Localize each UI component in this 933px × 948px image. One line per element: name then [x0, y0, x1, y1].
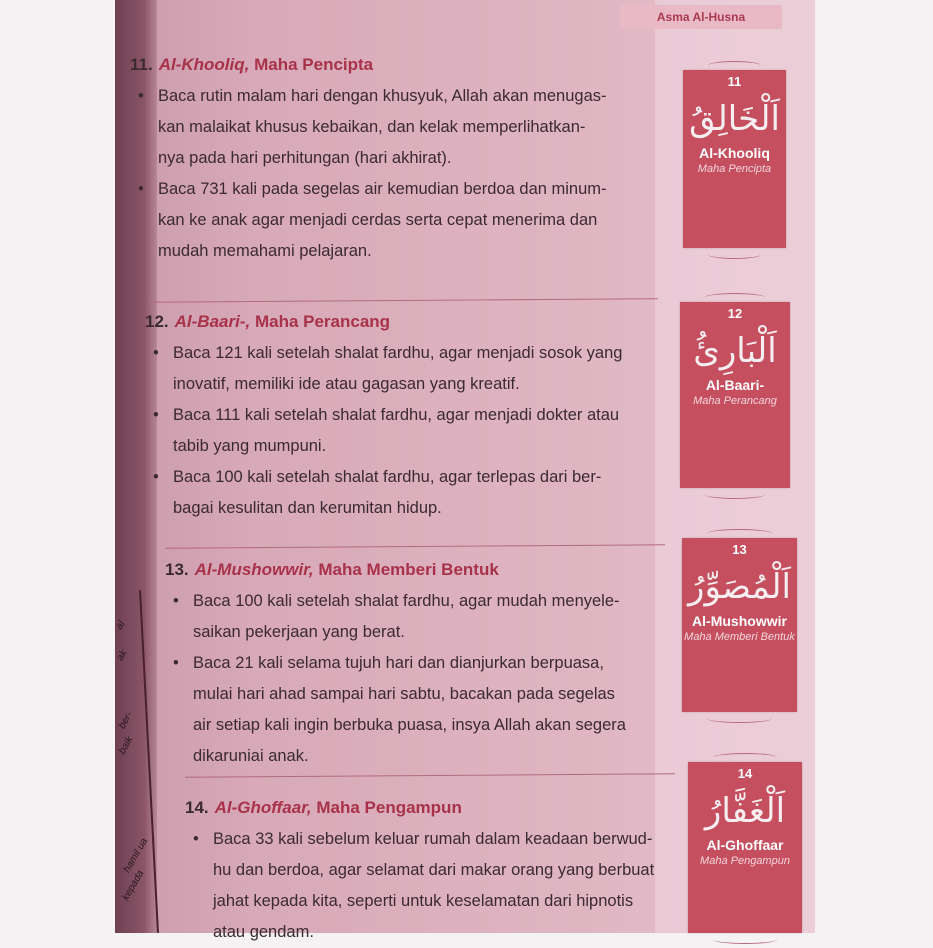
bullet-item: [130, 174, 665, 267]
text-line: atau gendam.: [213, 923, 314, 941]
text-line: bagai kesulitan dan kerumitan hidup.: [173, 499, 442, 517]
bullet-dot-icon: •: [138, 180, 144, 198]
bullet-dot-icon: •: [153, 468, 159, 486]
bullet-item: [165, 648, 700, 772]
card-latin-name: Al-Baari-: [705, 377, 765, 393]
fragment-text: hamil ua: [121, 836, 151, 875]
section-number: 13.: [165, 560, 189, 579]
card-latin-name: Al-Khooliq: [699, 145, 770, 161]
section-title: [165, 560, 700, 580]
text-line: nya pada hari perhitungan (hari akhirat).: [158, 149, 452, 167]
bullet-item: [165, 586, 700, 648]
fragment-text: al: [114, 619, 128, 632]
arabic-calligraphy: اَلْغَفَّارُ: [704, 791, 786, 831]
section-number: 11.: [130, 55, 153, 74]
name-card-11: [683, 70, 786, 248]
bullet-item: [185, 824, 720, 948]
bullet-dot-icon: •: [138, 87, 144, 105]
name-card-12: [680, 302, 790, 488]
card-number: 14: [737, 766, 753, 781]
section-title: [185, 798, 720, 818]
bullet-dot-icon: •: [193, 830, 199, 848]
bullet-item: [145, 462, 680, 524]
bullet-item: [130, 81, 665, 174]
fragment-text: baik: [116, 734, 136, 757]
text-line: Baca rutin malam hari dengan khusyuk, Allah akan menugas-: [158, 87, 607, 105]
ornament-icon: [705, 490, 765, 499]
section-12: [145, 312, 680, 524]
fragment-text: ak: [114, 648, 130, 663]
bullet-dot-icon: •: [173, 592, 179, 610]
section-13: [165, 560, 700, 772]
card-meaning: Maha Pengampun: [700, 855, 790, 867]
text-line: Baca 100 kali setelah shalat fardhu, agar terlepas dari ber-: [173, 468, 602, 486]
section-title: [145, 312, 680, 332]
text-line: jahat kepada kita, seperti untuk keselamatan dari hipnotis: [213, 892, 634, 910]
bullet-dot-icon: •: [173, 654, 179, 672]
card-meaning: Maha Memberi Bentuk: [684, 631, 795, 643]
ornament-icon: [708, 250, 761, 259]
bullet-dot-icon: •: [153, 344, 159, 362]
ornament-icon: [713, 753, 777, 762]
arabic-calligraphy: اَلْخَالِقُ: [689, 99, 780, 139]
text-line: inovatif, memiliki ide atau gagasan yang kreatif.: [173, 375, 520, 393]
card-meaning: Maha Perancang: [693, 395, 777, 407]
text-line: Baca 33 kali sebelum keluar rumah dalam keadaan berwud-: [213, 830, 653, 848]
section-name: Al-Baari-,: [174, 312, 251, 331]
section-14: [185, 798, 720, 948]
ornament-icon: [705, 293, 765, 302]
text-line: mulai hari ahad sampai hari sabtu, bacakan pada segelas: [193, 685, 615, 703]
fragment-text: kepada: [120, 868, 147, 903]
section-number: 12.: [145, 312, 169, 331]
bullet-dot-icon: •: [153, 406, 159, 424]
arabic-calligraphy: اَلْبَارِئُ: [693, 331, 777, 371]
section-meaning: Maha Memberi Bentuk: [318, 560, 499, 579]
text-line: mudah memahami pelajaran.: [158, 242, 372, 260]
card-number: 13: [732, 542, 747, 557]
section-name: Al-Khooliq,: [158, 55, 250, 74]
section-meaning: Maha Perancang: [254, 312, 391, 331]
text-line: kan malaikat khusus kebaikan, dan kelak memperlihatkan-: [158, 118, 586, 136]
section-name: Al-Mushowwir,: [194, 560, 314, 579]
ornament-icon: [713, 935, 777, 944]
fragment-text: ber-: [116, 710, 135, 731]
text-line: Baca 111 kali setelah shalat fardhu, agar menjadi dokter atau: [173, 406, 620, 424]
section-number: 14.: [185, 798, 209, 817]
arabic-calligraphy: اَلْمُصَوِّرُ: [688, 567, 791, 607]
text-line: Baca 121 kali setelah shalat fardhu, agar menjadi sosok yang: [173, 344, 623, 362]
text-line: hu dan berdoa, agar selamat dari makar orang yang berbuat: [213, 861, 655, 879]
text-line: Baca 731 kali pada segelas air kemudian berdoa dan minum-: [158, 180, 607, 198]
text-line: Baca 21 kali selama tujuh hari dan dianjurkan berpuasa,: [193, 654, 604, 672]
name-card-13: [682, 538, 797, 712]
card-latin-name: Al-Ghoffaar: [706, 837, 784, 853]
ornament-icon: [707, 714, 772, 723]
bullet-item: [145, 338, 680, 400]
text-line: tabib yang mumpuni.: [173, 437, 327, 455]
section-title: [130, 55, 665, 75]
ornament-icon: [707, 529, 772, 538]
ornament-icon: [708, 61, 761, 70]
name-card-14: [688, 762, 802, 933]
section-meaning: Maha Pengampun: [316, 798, 462, 817]
running-head: Asma Al-Husna: [620, 5, 782, 29]
section-meaning: Maha Pencipta: [254, 55, 374, 74]
bullet-item: [145, 400, 680, 462]
card-latin-name: Al-Mushowwir: [692, 613, 787, 629]
text-line: Baca 100 kali setelah shalat fardhu, agar mudah menyele-: [193, 592, 620, 610]
text-line: saikan pekerjaan yang berat.: [193, 623, 405, 641]
card-number: 12: [727, 306, 743, 321]
section-11: [130, 55, 665, 267]
text-line: air setiap kali ingin berbuka puasa, insya Allah akan segera: [193, 716, 626, 734]
text-line: dikaruniai anak.: [193, 747, 309, 765]
section-name: Al-Ghoffaar,: [214, 798, 312, 817]
card-meaning: Maha Pencipta: [697, 163, 772, 175]
text-line: kan ke anak agar menjadi cerdas serta cepat menerima dan: [158, 211, 598, 229]
card-number: 11: [727, 74, 742, 89]
